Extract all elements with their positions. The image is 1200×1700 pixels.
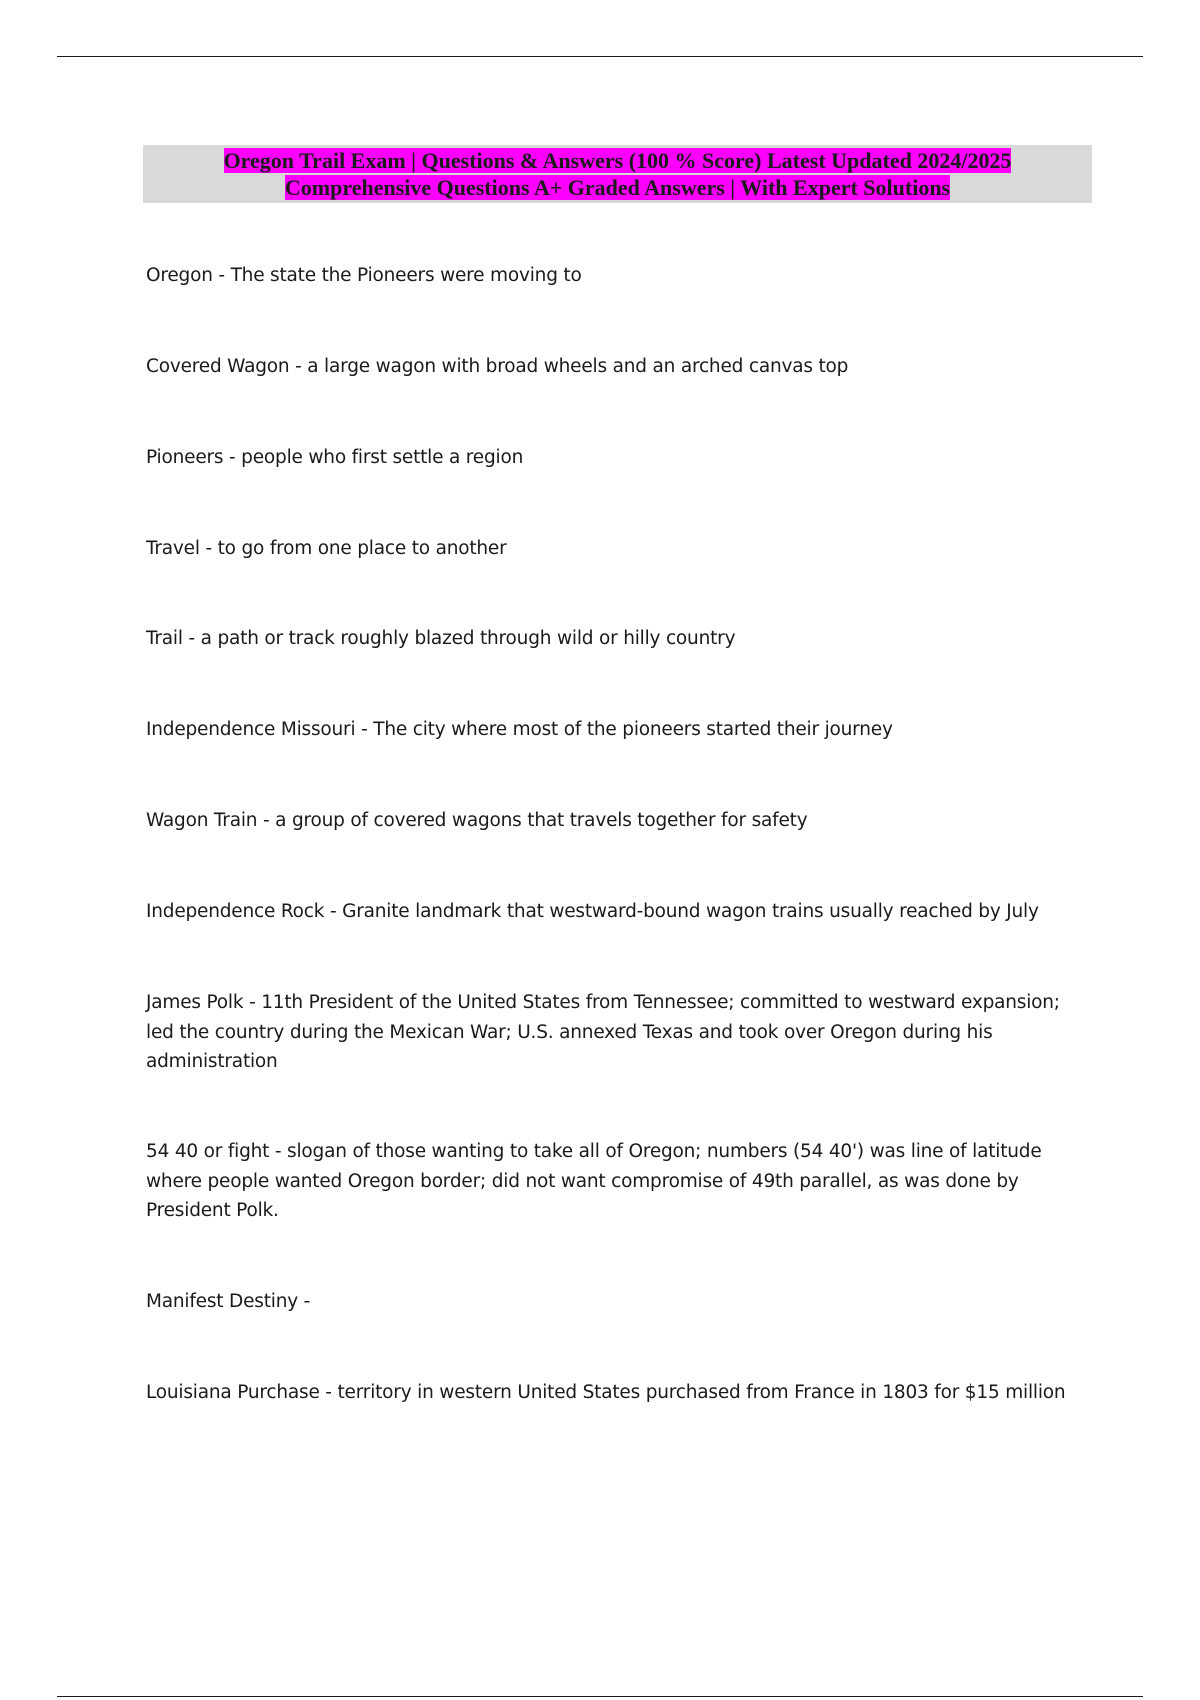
- title-line-2: Comprehensive Questions A+ Graded Answers | With Expert Solutions: [284, 175, 951, 200]
- qa-entry-james-polk: James Polk - 11th President of the United States from Tennessee; committed to westward expansion; led the country during the Mexican War; U.S. annexed Texas and took over Oregon during his administration: [146, 992, 1060, 1072]
- qa-entry-travel: Travel - to go from one place to another: [146, 538, 507, 559]
- qa-entry-independence-missouri: Independence Missouri - The city where most of the pioneers started their journey: [146, 719, 893, 740]
- qa-entry-pioneers: Pioneers - people who first settle a region: [146, 447, 524, 468]
- qa-entry-manifest-destiny: Manifest Destiny -: [146, 1291, 311, 1312]
- bottom-rule: [57, 1696, 1143, 1697]
- qa-entry-louisiana-purchase: Louisiana Purchase - territory in western United States purchased from France in 1803 for $15 million: [146, 1382, 1066, 1403]
- qa-entry-54-40-or-fight: 54 40 or fight - slogan of those wanting to take all of Oregon; numbers (54 40') was line of latitude where people wanted Oregon border; did not want compromise of 49th parallel, as was done by President Polk.: [146, 1141, 1042, 1221]
- qa-entry-independence-rock: Independence Rock - Granite landmark that westward-bound wagon trains usually reached by July: [146, 901, 1039, 922]
- top-rule: [57, 56, 1143, 57]
- qa-entry-trail: Trail - a path or track roughly blazed through wild or hilly country: [146, 628, 736, 649]
- title-block: [143, 145, 1092, 203]
- qa-entry-covered-wagon: Covered Wagon - a large wagon with broad wheels and an arched canvas top: [146, 356, 849, 377]
- qa-entry-wagon-train: Wagon Train - a group of covered wagons that travels together for safety: [146, 810, 808, 831]
- title-line-1: Oregon Trail Exam | Questions & Answers (100 % Score) Latest Updated 2024/2025: [223, 148, 1012, 173]
- qa-entry-oregon: Oregon - The state the Pioneers were moving to: [146, 265, 582, 286]
